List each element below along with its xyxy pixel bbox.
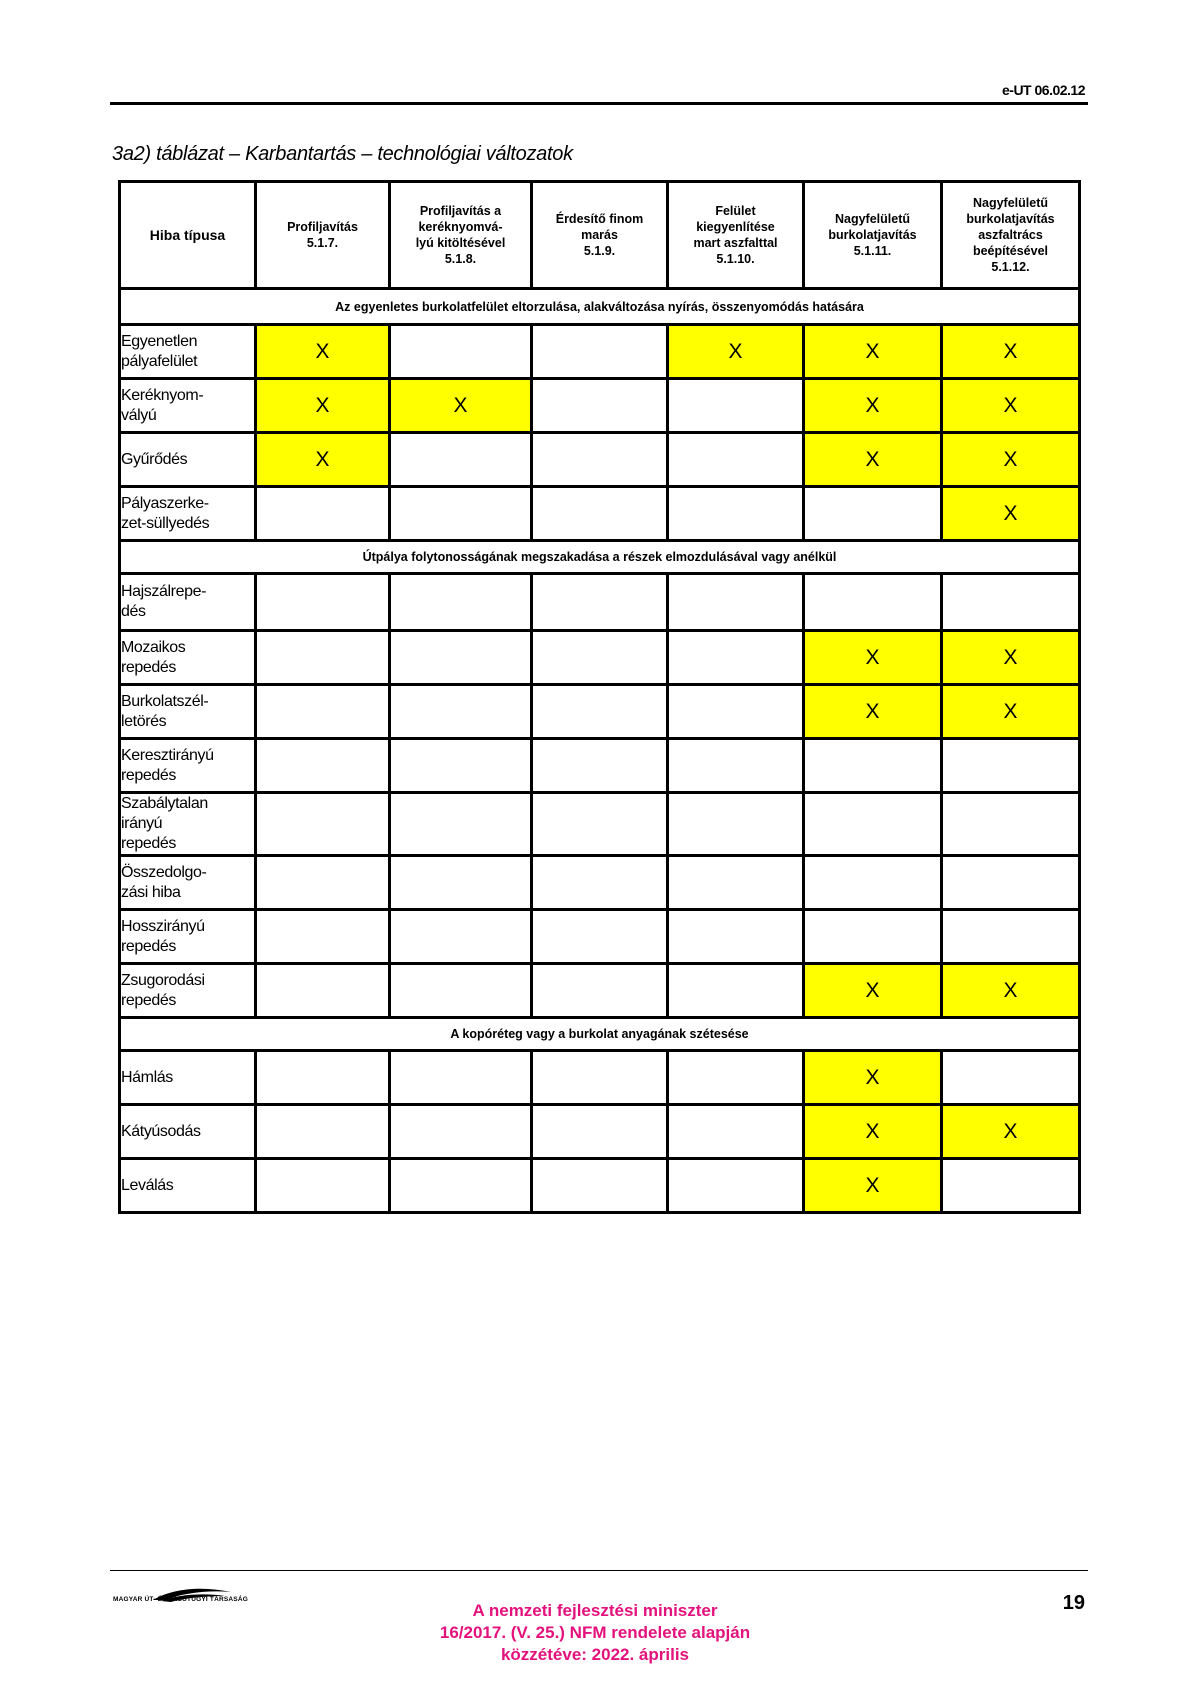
table-row: [121, 794, 1081, 857]
applicable-mark-cell: X: [257, 380, 391, 434]
empty-cell: [805, 794, 943, 857]
column-header-method: Profiljavítás a keréknyomvá- lyú kitöltésével 5.1.8.: [391, 183, 533, 290]
column-header-method: Profiljavítás 5.1.7.: [257, 183, 391, 290]
table-row: [121, 488, 1081, 542]
empty-cell: [391, 740, 533, 794]
defect-label: Pályaszerke- zet-süllyedés: [121, 488, 257, 542]
empty-cell: [533, 326, 669, 380]
section-row: [121, 290, 1081, 326]
applicable-mark-cell: X: [943, 434, 1081, 488]
empty-cell: [533, 857, 669, 911]
empty-cell: [257, 632, 391, 686]
defect-label: Hajszálrepe- dés: [121, 575, 257, 632]
defect-label: Hámlás: [121, 1052, 257, 1106]
empty-cell: [533, 380, 669, 434]
table-row: [121, 434, 1081, 488]
defect-label: Szabálytalan irányú repedés: [121, 794, 257, 857]
empty-cell: [257, 488, 391, 542]
empty-cell: [805, 488, 943, 542]
applicable-mark-cell: X: [943, 632, 1081, 686]
empty-cell: [391, 434, 533, 488]
empty-cell: [943, 794, 1081, 857]
defect-label: Zsugorodási repedés: [121, 965, 257, 1019]
empty-cell: [533, 911, 669, 965]
empty-cell: [257, 575, 391, 632]
table-row: [121, 1052, 1081, 1106]
maintenance-table: [118, 180, 1081, 1214]
empty-cell: [669, 1106, 805, 1160]
section-title: Az egyenletes burkolatfelület eltorzulása, alakváltozása nyírás, összenyomódás hatására: [121, 290, 1081, 326]
defect-label: Gyűrődés: [121, 434, 257, 488]
empty-cell: [391, 326, 533, 380]
empty-cell: [257, 911, 391, 965]
empty-cell: [533, 488, 669, 542]
applicable-mark-cell: X: [805, 1052, 943, 1106]
column-header-method: Nagyfelületű burkolatjavítás aszfaltrács beépítésével 5.1.12.: [943, 183, 1081, 290]
empty-cell: [943, 911, 1081, 965]
applicable-mark-cell: X: [805, 632, 943, 686]
empty-cell: [669, 632, 805, 686]
applicable-mark-cell: X: [805, 1106, 943, 1160]
defect-label: Burkolatszél- letörés: [121, 686, 257, 740]
applicable-mark-cell: X: [257, 434, 391, 488]
table-header-row: [121, 183, 1081, 290]
empty-cell: [391, 488, 533, 542]
empty-cell: [943, 740, 1081, 794]
defect-label: Összedolgo- zási hiba: [121, 857, 257, 911]
empty-cell: [391, 857, 533, 911]
empty-cell: [533, 965, 669, 1019]
defect-label: Egyenetlen pályafelület: [121, 326, 257, 380]
empty-cell: [533, 1160, 669, 1214]
section-title: A kopóréteg vagy a burkolat anyagának szétesése: [121, 1019, 1081, 1052]
empty-cell: [669, 686, 805, 740]
publication-note-line: közzétéve: 2022. április: [500, 1645, 690, 1664]
empty-cell: [257, 686, 391, 740]
company-logo-text: MAGYAR ÚT- ÉS VASÚTÜGYI TÁRSASÁG: [113, 1596, 248, 1603]
table-row: [121, 575, 1081, 632]
column-header-method: Érdesítő finom marás 5.1.9.: [533, 183, 669, 290]
applicable-mark-cell: X: [805, 686, 943, 740]
empty-cell: [943, 1160, 1081, 1214]
section-row: [121, 1019, 1081, 1052]
header-rule: [110, 102, 1088, 105]
empty-cell: [391, 794, 533, 857]
applicable-mark-cell: X: [669, 326, 805, 380]
applicable-mark-cell: X: [805, 1160, 943, 1214]
defect-label: Keréknyom- vályú: [121, 380, 257, 434]
publication-note-line: 16/2017. (V. 25.) NFM rendelete alapján: [439, 1623, 751, 1642]
empty-cell: [805, 575, 943, 632]
empty-cell: [391, 965, 533, 1019]
empty-cell: [669, 965, 805, 1019]
column-header-method: Felület kiegyenlítése mart aszfalttal 5.1.10.: [669, 183, 805, 290]
empty-cell: [943, 1052, 1081, 1106]
applicable-mark-cell: X: [805, 326, 943, 380]
table-row: [121, 686, 1081, 740]
applicable-mark-cell: X: [805, 434, 943, 488]
table-body: [121, 290, 1081, 1214]
empty-cell: [669, 740, 805, 794]
empty-cell: [391, 575, 533, 632]
empty-cell: [533, 794, 669, 857]
empty-cell: [391, 911, 533, 965]
empty-cell: [533, 632, 669, 686]
table-row: [121, 632, 1081, 686]
empty-cell: [669, 1052, 805, 1106]
table-row: [121, 380, 1081, 434]
empty-cell: [669, 575, 805, 632]
table-row: [121, 740, 1081, 794]
empty-cell: [391, 1052, 533, 1106]
empty-cell: [669, 794, 805, 857]
empty-cell: [669, 1160, 805, 1214]
table-row: [121, 911, 1081, 965]
empty-cell: [391, 1160, 533, 1214]
applicable-mark-cell: X: [257, 326, 391, 380]
empty-cell: [257, 1106, 391, 1160]
empty-cell: [805, 857, 943, 911]
empty-cell: [805, 740, 943, 794]
applicable-mark-cell: X: [805, 380, 943, 434]
empty-cell: [669, 857, 805, 911]
applicable-mark-cell: X: [943, 488, 1081, 542]
empty-cell: [257, 965, 391, 1019]
empty-cell: [669, 911, 805, 965]
defect-label: Kátyúsodás: [121, 1106, 257, 1160]
defect-label: Leválás: [121, 1160, 257, 1214]
document-code: e-UT 06.02.12: [1002, 82, 1085, 98]
table-row: [121, 857, 1081, 911]
empty-cell: [533, 686, 669, 740]
empty-cell: [533, 575, 669, 632]
defect-label: Keresztirányú repedés: [121, 740, 257, 794]
applicable-mark-cell: X: [943, 380, 1081, 434]
empty-cell: [257, 1052, 391, 1106]
publication-note: [395, 1600, 795, 1666]
page-number: 19: [1062, 1592, 1085, 1614]
empty-cell: [257, 1160, 391, 1214]
section-title: Útpálya folytonosságának megszakadása a részek elmozdulásával vagy anélkül: [121, 542, 1081, 575]
empty-cell: [669, 434, 805, 488]
table-row: [121, 1106, 1081, 1160]
applicable-mark-cell: X: [943, 326, 1081, 380]
empty-cell: [257, 857, 391, 911]
applicable-mark-cell: X: [943, 686, 1081, 740]
empty-cell: [533, 740, 669, 794]
section-row: [121, 542, 1081, 575]
empty-cell: [391, 632, 533, 686]
empty-cell: [669, 488, 805, 542]
applicable-mark-cell: X: [943, 965, 1081, 1019]
empty-cell: [805, 911, 943, 965]
empty-cell: [391, 686, 533, 740]
table-title: 3a2) táblázat – Karbantartás – technológiai változatok: [112, 143, 573, 165]
column-header-method: Nagyfelületű burkolatjavítás 5.1.11.: [805, 183, 943, 290]
defect-label: Hosszirányú repedés: [121, 911, 257, 965]
applicable-mark-cell: X: [805, 965, 943, 1019]
publication-note-line: A nemzeti fejlesztési miniszter: [472, 1601, 718, 1620]
applicable-mark-cell: X: [943, 1106, 1081, 1160]
empty-cell: [943, 857, 1081, 911]
empty-cell: [391, 1106, 533, 1160]
empty-cell: [533, 1052, 669, 1106]
table-row: [121, 326, 1081, 380]
empty-cell: [257, 740, 391, 794]
defect-label: Mozaikos repedés: [121, 632, 257, 686]
footer-rule: [110, 1570, 1088, 1571]
empty-cell: [257, 794, 391, 857]
table-row: [121, 1160, 1081, 1214]
empty-cell: [533, 434, 669, 488]
applicable-mark-cell: X: [391, 380, 533, 434]
table-row: [121, 965, 1081, 1019]
empty-cell: [533, 1106, 669, 1160]
empty-cell: [669, 380, 805, 434]
column-header-defect-type: Hiba típusa: [121, 183, 257, 290]
empty-cell: [943, 575, 1081, 632]
